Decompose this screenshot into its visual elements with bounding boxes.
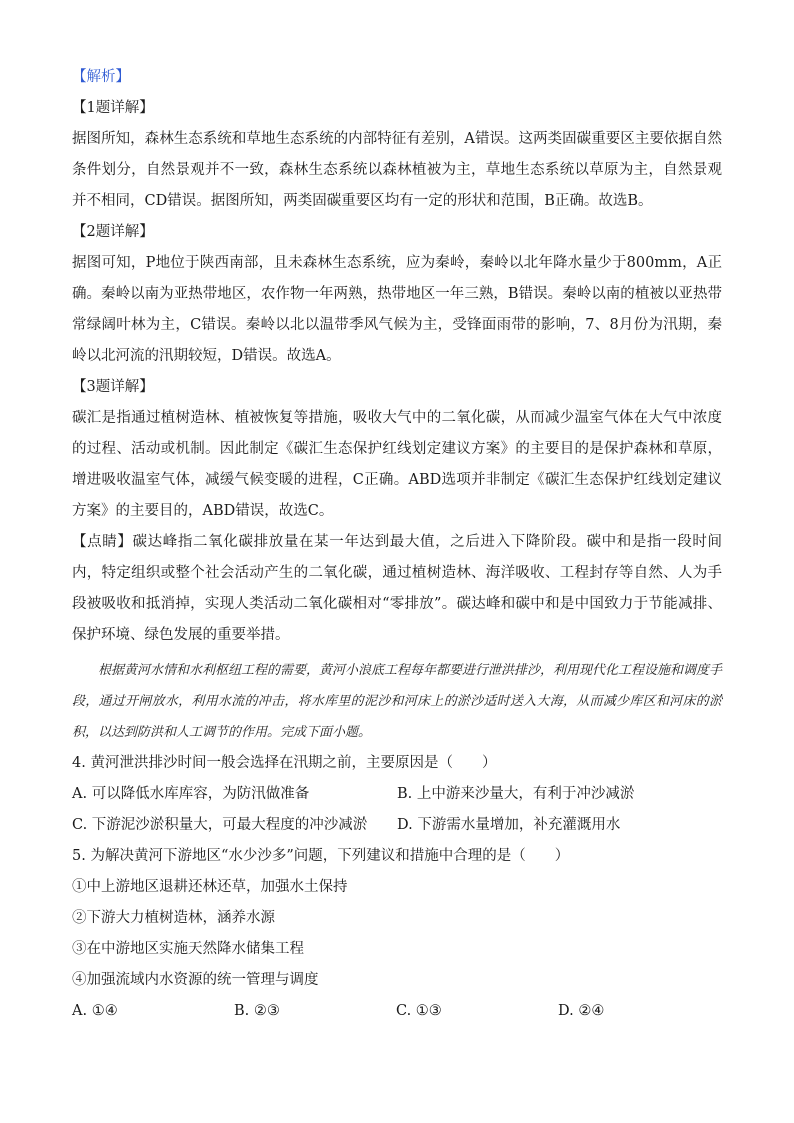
tip-block — [72, 527, 722, 651]
q5-option-c: C. ①③ — [396, 1003, 442, 1019]
q2-explanation: 据图可知，P地位于陕西南部，且未森林生态系统，应为秦岭，秦岭以北年降水量少于800mm，A正确。秦岭以南为亚热带地区，农作物一年两熟，热带地区一年三熟，B错误。秦岭以南的植被以亚热带常绿阔叶林为主，C错误。秦岭以北以温带季风气候为主，受锋面雨带的影响，7、8月份为汛期，秦岭以北河流的汛期较短，D错误。故选A。 — [72, 255, 722, 364]
document-page — [72, 62, 722, 1027]
q5-item-4: ④加强流域内水资源的统一管理与调度 — [72, 972, 319, 988]
q5-item-2: ②下游大力植树造林，涵养水源 — [72, 910, 275, 926]
q5-item-3: ③在中游地区实施天然降水储集工程 — [72, 941, 304, 957]
q3-explanation: 碳汇是指通过植树造林、植被恢复等措施，吸收大气中的二氧化碳，从而减少温室气体在大气中浓度的过程、活动或机制。因此制定《碳汇生态保护红线划定建议方案》的主要目的是保护森林和草原，增进吸收温室气体，减缓气候变暖的进程，C正确。ABD选项并非制定《碳汇生态保护红线划定建议方案》的主要目的，ABD错误，故选C。 — [72, 410, 722, 519]
q5-stem: 5. 为解决黄河下游地区“水少沙多”问题，下列建议和措施中合理的是（ ） — [72, 848, 570, 864]
q1-heading: 【1题详解】 — [72, 100, 154, 116]
q4-options-row-1 — [72, 779, 722, 810]
q4-stem: 4. 黄河泄洪排沙时间一般会选择在汛期之前，主要原因是（ ） — [72, 755, 497, 771]
q5-options-row — [72, 996, 722, 1027]
q4-options-row-2 — [72, 810, 722, 841]
q5-option-a: A. ①④ — [72, 1003, 118, 1019]
q4-option-b: B. 上中游来沙量大，有利于冲沙减淤 — [397, 786, 635, 802]
q5-option-d: D. ②④ — [558, 1003, 605, 1019]
q3-heading: 【3题详解】 — [72, 379, 154, 395]
q4-option-a: A. 可以降低水库库容，为防汛做准备 — [72, 786, 310, 802]
q1-explanation: 据图所知，森林生态系统和草地生态系统的内部特征有差别，A错误。这两类固碳重要区主要依据自然条件划分，自然景观并不一致，森林生态系统以森林植被为主，草地生态系统以草原为主，自然景观并不相同，CD错误。据图所知，两类固碳重要区均有一定的形状和范围，B正确。故选B。 — [72, 131, 722, 209]
q4-option-d: D. 下游需水量增加，补充灌溉用水 — [397, 817, 621, 833]
q5-item-1: ①中上游地区退耕还林还草，加强水土保持 — [72, 879, 348, 895]
q4-option-c: C. 下游泥沙淤积量大，可最大程度的冲沙减淤 — [72, 817, 368, 833]
q5-option-b: B. ②③ — [234, 1003, 280, 1019]
reading-passage: 根据黄河水情和水利枢纽工程的需要，黄河小浪底工程每年都要进行泄洪排沙，利用现代化工程设施和调度手段，通过开闸放水，利用水流的冲击，将水库里的泥沙和河床上的淤沙适时送入大海，从而减少库区和河床的淤积，以达到防洪和人工调节的作用。完成下面小题。 — [72, 663, 723, 740]
q2-heading: 【2题详解】 — [72, 224, 154, 240]
tip-text: 碳达峰指二氧化碳排放量在某一年达到最大值，之后进入下降阶段。碳中和是指一段时间内，特定组织或整个社会活动产生的二氧化碳，通过植树造林、海洋吸收、工程封存等自然、人为手段被吸收和抵消掉，实现人类活动二氧化碳相对“零排放”。碳达峰和碳中和是中国致力于节能减排、保护环境、绿色发展的重要举措。 — [72, 534, 723, 643]
tip-label: 【点睛】 — [72, 534, 133, 550]
analysis-label: 【解析】 — [72, 69, 130, 85]
